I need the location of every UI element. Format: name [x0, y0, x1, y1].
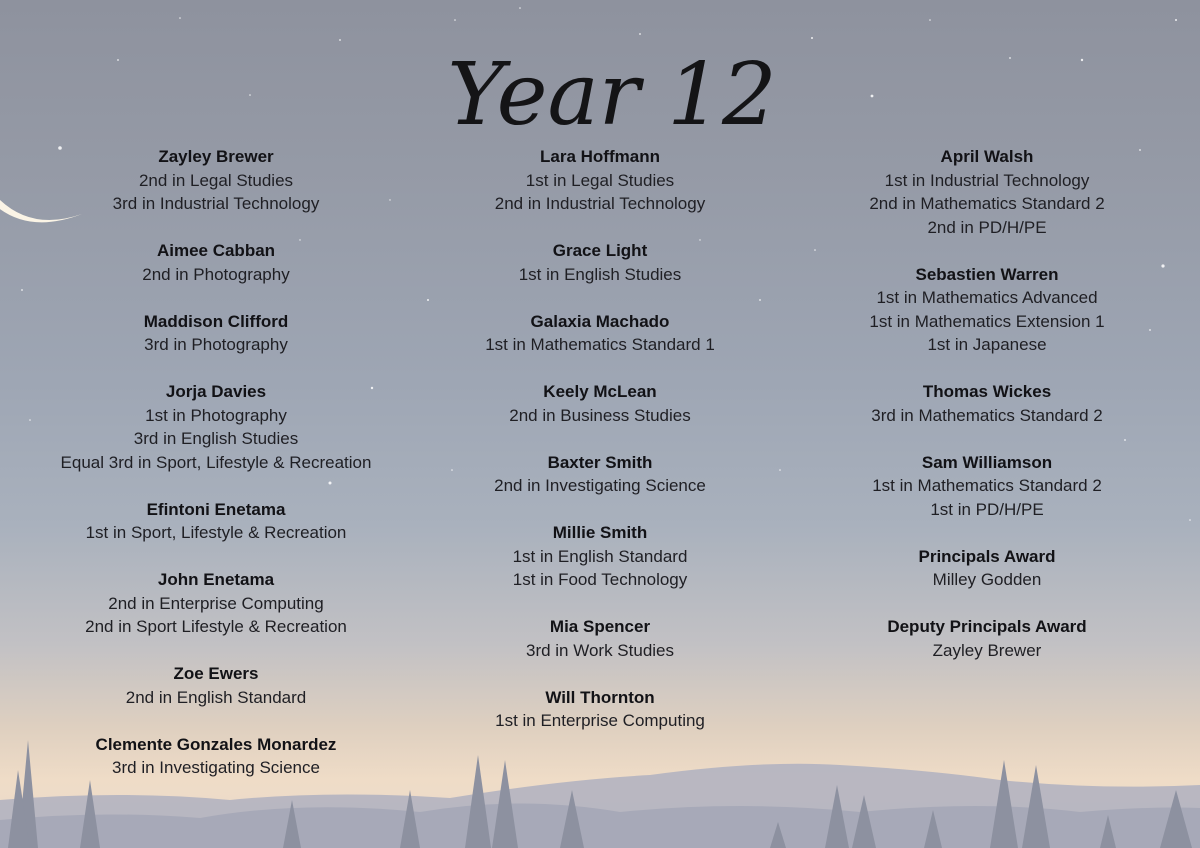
award-entry: [400, 686, 800, 733]
award-entry: [787, 615, 1187, 662]
recipient-name: Sebastien Warren: [915, 264, 1059, 284]
recipient-name: Zoe Ewers: [173, 664, 259, 683]
recipient-name: Mia Spencer: [549, 617, 651, 636]
award-line: 3rd in Investigating Science: [112, 758, 320, 777]
award-line: 2nd in Photography: [142, 264, 290, 284]
award-entry: [400, 521, 800, 592]
award-line: 1st in English Standard: [512, 546, 688, 566]
recipient-name: Maddison Clifford: [143, 311, 289, 331]
recipient-name: Efintoni Enetama: [146, 499, 286, 519]
award-line: 2nd in Legal Studies: [138, 170, 294, 190]
award-entry: [16, 662, 416, 709]
award-entry: [16, 380, 416, 474]
recipient-name: John Enetama: [157, 570, 275, 589]
award-entry: [400, 239, 800, 286]
award-line: Zayley Brewer: [932, 640, 1042, 660]
recipient-name: Baxter Smith: [547, 452, 653, 472]
award-entry: [400, 451, 800, 498]
recipient-name: Will Thornton: [545, 687, 655, 707]
award-line: 1st in Food Technology: [512, 570, 688, 589]
award-entry: [787, 545, 1187, 592]
award-entry: [16, 145, 416, 216]
award-line: 3rd in English Studies: [133, 429, 299, 448]
award-line: 2nd in Business Studies: [509, 405, 691, 425]
recipient-name: April Walsh: [940, 147, 1034, 166]
recipient-name: Grace Light: [552, 241, 648, 260]
award-line: 1st in Japanese: [927, 335, 1047, 354]
awards-column-2: [400, 145, 800, 756]
award-entry: [400, 310, 800, 357]
awards-column-1: [16, 145, 416, 803]
award-line: 1st in Sport, Lifestyle & Recreation: [85, 523, 347, 542]
award-line: Equal 3rd in Sport, Lifestyle & Recreation: [60, 452, 372, 472]
award-line: 2nd in Enterprise Computing: [108, 593, 324, 613]
award-line: 1st in Legal Studies: [525, 170, 675, 190]
recipient-name: Lara Hoffmann: [540, 147, 660, 166]
recipient-name: Jorja Davies: [165, 382, 267, 401]
award-entry: [16, 733, 416, 780]
recipient-name: Deputy Principals Award: [887, 617, 1087, 636]
award-line: 2nd in Sport Lifestyle & Recreation: [85, 617, 347, 636]
award-line: 3rd in Mathematics Standard 2: [871, 405, 1103, 425]
award-line: 2nd in Industrial Technology: [494, 194, 706, 213]
award-line: 1st in Photography: [145, 405, 287, 425]
award-line: 1st in English Studies: [518, 264, 682, 284]
award-line: 1st in Mathematics Advanced: [876, 288, 1098, 307]
recipient-name: Galaxia Machado: [530, 311, 670, 331]
award-entry: [400, 615, 800, 662]
award-entry: [16, 498, 416, 545]
recipient-name: Zayley Brewer: [158, 147, 274, 166]
award-entry: [16, 568, 416, 639]
award-line: Milley Godden: [932, 570, 1042, 589]
award-line: 3rd in Photography: [144, 335, 288, 354]
award-line: 1st in Mathematics Standard 1: [485, 335, 715, 354]
award-entry: [16, 310, 416, 357]
award-line: 2nd in English Standard: [125, 687, 307, 707]
recipient-name: Keely McLean: [543, 382, 657, 401]
recipient-name: Millie Smith: [552, 523, 648, 542]
recipient-name: Sam Williamson: [921, 452, 1053, 472]
award-line: 1st in PD/H/PE: [930, 499, 1044, 519]
award-line: 1st in Enterprise Computing: [495, 711, 705, 730]
award-line: 2nd in PD/H/PE: [927, 217, 1047, 237]
recipient-name: Clemente Gonzales Monardez: [95, 734, 337, 754]
page-title-text: Year 12: [447, 45, 777, 145]
award-entry: [16, 239, 416, 286]
award-line: 2nd in Investigating Science: [494, 476, 706, 495]
award-entry: [787, 145, 1187, 239]
award-entry: [787, 451, 1187, 522]
award-entry: [400, 380, 800, 427]
award-line: 1st in Mathematics Standard 2: [872, 476, 1102, 495]
award-line: 2nd in Mathematics Standard 2: [869, 194, 1105, 213]
page-title: [0, 22, 1200, 152]
recipient-name: Aimee Cabban: [156, 241, 276, 260]
award-line: 3rd in Work Studies: [525, 640, 675, 660]
award-entry: [787, 263, 1187, 357]
recipient-name: Principals Award: [918, 546, 1056, 566]
award-line: 3rd in Industrial Technology: [112, 194, 320, 213]
award-entry: [400, 145, 800, 216]
award-entry: [787, 380, 1187, 427]
award-line: 1st in Industrial Technology: [884, 170, 1090, 190]
awards-column-3: [787, 145, 1187, 686]
award-line: 1st in Mathematics Extension 1: [869, 311, 1105, 331]
recipient-name: Thomas Wickes: [922, 382, 1052, 401]
